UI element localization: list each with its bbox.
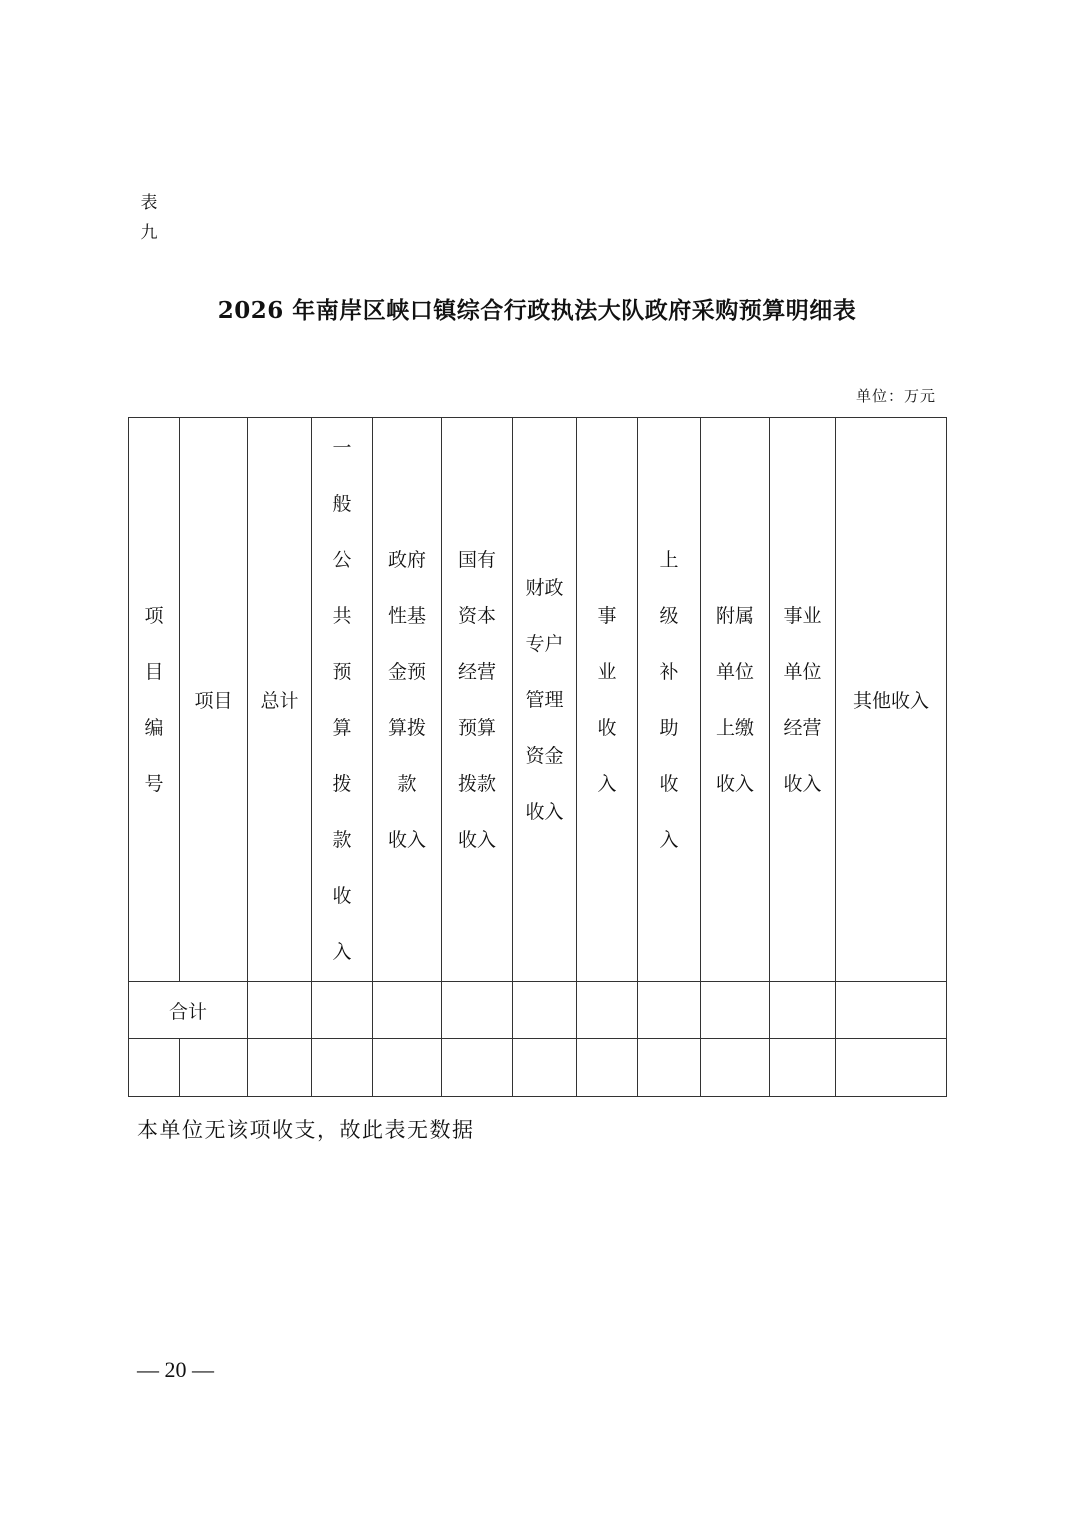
header-state-capital-budget: 国有 资本 经营 预算 拨款 收入: [442, 418, 513, 982]
header-business-income: 事 业 收 入: [577, 418, 638, 982]
table-header-row: [129, 418, 947, 982]
table-cell: [577, 1039, 638, 1097]
table-cell: [770, 1039, 836, 1097]
page-number: — 20 —: [137, 1357, 214, 1382]
header-project: 项目: [180, 418, 248, 982]
page-title: 2026 年南岸区峡口镇综合行政执法大队政府采购预算明细表: [217, 297, 857, 324]
table-number-label: 表 九: [140, 193, 158, 243]
total-row: [129, 982, 947, 1039]
table-cell: [312, 1039, 373, 1097]
table-cell: [513, 1039, 577, 1097]
table-cell: [248, 982, 312, 1039]
table-row: [129, 1039, 947, 1097]
table-cell: [638, 1039, 701, 1097]
table-cell: [701, 1039, 770, 1097]
budget-table: [128, 417, 947, 1097]
header-gov-fund-budget: 政府 性基 金预 算拨 款 收入: [373, 418, 442, 982]
table-cell: [836, 982, 947, 1039]
header-operating-income: 事业 单位 经营 收入: [770, 418, 836, 982]
header-project-code: 项 目 编 号: [129, 418, 180, 982]
table-cell: [770, 982, 836, 1039]
unit-label: 单位：万元: [855, 387, 936, 405]
table-cell: [836, 1039, 947, 1097]
table-cell: [129, 1039, 180, 1097]
header-affiliated-unit-income: 附属 单位 上缴 收入: [701, 418, 770, 982]
table-cell: [577, 982, 638, 1039]
table-cell: [180, 1039, 248, 1097]
table-cell: [373, 1039, 442, 1097]
no-data-note: 本单位无该项收支，故此表无数据: [137, 1118, 475, 1142]
header-other-income: 其他收入: [836, 418, 947, 982]
header-special-account-funds: 财政 专户 管理 资金 收入: [513, 418, 577, 982]
table-cell: [312, 982, 373, 1039]
table-cell: [373, 982, 442, 1039]
table-cell: [442, 1039, 513, 1097]
header-general-public-budget: 一 般 公 共 预 算 拨 款 收 入: [312, 418, 373, 982]
header-total: 总计: [248, 418, 312, 982]
table-cell: [442, 982, 513, 1039]
table-cell: [701, 982, 770, 1039]
table-cell: [248, 1039, 312, 1097]
table-cell: [513, 982, 577, 1039]
total-row-label: 合计: [129, 982, 248, 1039]
header-superior-subsidy: 上 级 补 助 收 入: [638, 418, 701, 982]
table-cell: [638, 982, 701, 1039]
